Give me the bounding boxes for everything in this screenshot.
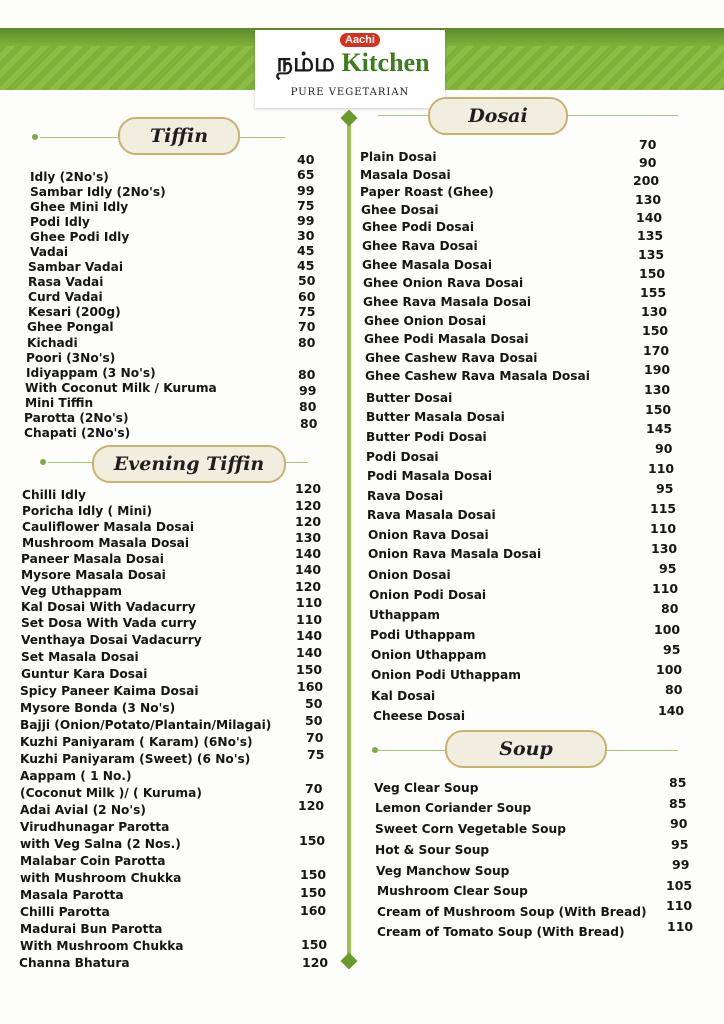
- menu-item-price: 155: [640, 285, 667, 300]
- menu-item-price: 50: [305, 696, 323, 711]
- menu-item-name: Ghee Onion Rava Dosai: [363, 276, 524, 290]
- menu-item-price: 130: [641, 304, 668, 319]
- menu-item-name: Podi Idly: [30, 215, 90, 229]
- logo-brand-badge: Aachi: [340, 33, 380, 47]
- menu-item-name: Ghee Pongal: [27, 320, 114, 334]
- menu-item-price: 160: [297, 679, 324, 694]
- menu-item-price: 130: [644, 382, 671, 397]
- menu-item-price: 95: [656, 481, 674, 496]
- menu-item-name: Mini Tiffin: [25, 396, 94, 410]
- menu-item-name: Kesari (200g): [28, 305, 121, 319]
- menu-item-price: 70: [639, 137, 657, 152]
- menu-item-name: Onion Dosai: [368, 568, 451, 582]
- menu-item-price: 70: [306, 730, 324, 745]
- menu-item-price: 190: [644, 362, 671, 377]
- menu-item-price: 65: [297, 167, 315, 182]
- menu-item-name: Cheese Dosai: [373, 709, 466, 723]
- menu-item-name: Mushroom Clear Soup: [377, 884, 528, 898]
- menu-item-price: 135: [638, 247, 665, 262]
- menu-item-price: 200: [633, 173, 660, 188]
- menu-item-price: 110: [650, 521, 677, 536]
- menu-item-price: 75: [307, 747, 325, 762]
- menu-item-price: 110: [666, 898, 693, 913]
- menu-item-name: Poori (3No's): [26, 351, 116, 365]
- menu-item-name: Ghee Rava Masala Dosai: [363, 295, 532, 309]
- menu-item-name: Onion Podi Dosai: [369, 588, 487, 602]
- section-title-evening-tiffin: Evening Tiffin: [92, 445, 286, 483]
- menu-item-price: 150: [299, 833, 326, 848]
- menu-item-price: 80: [299, 399, 317, 414]
- menu-item-price: 170: [643, 343, 670, 358]
- menu-item-name: Ghee Podi Dosai: [362, 220, 475, 234]
- menu-item-name: Venthaya Dosai Vadacurry: [21, 633, 202, 647]
- menu-item-name: Sambar Vadai: [28, 260, 124, 274]
- menu-item-price: 80: [298, 367, 316, 382]
- menu-item-price: 150: [642, 323, 669, 338]
- menu-item-name: Onion Rava Masala Dosai: [368, 547, 542, 561]
- menu-item-price: 150: [639, 266, 666, 281]
- logo-tamil-text: நம்ம: [276, 48, 335, 77]
- menu-item-price: 150: [296, 662, 323, 677]
- menu-item-name: Rava Masala Dosai: [367, 508, 496, 522]
- menu-item-name: Vadai: [30, 245, 69, 259]
- menu-item-price: 50: [305, 713, 323, 728]
- menu-item-price: 140: [636, 210, 663, 225]
- menu-item-price: 80: [298, 335, 316, 350]
- menu-item-name: Rasa Vadai: [28, 275, 104, 289]
- menu-item-price: 90: [639, 155, 657, 170]
- menu-item-name: Ghee Mini Idly: [30, 200, 129, 214]
- menu-item-name: Chilli Parotta: [20, 905, 110, 919]
- logo-wordmark: [263, 48, 443, 81]
- menu-item-price: 85: [669, 775, 687, 790]
- menu-item-name: Guntur Kara Dosai: [21, 667, 148, 681]
- menu-item-price: 80: [665, 682, 683, 697]
- menu-item-price: 95: [659, 561, 677, 576]
- tiffin-ornament-dot: [32, 134, 38, 140]
- menu-item-price: 130: [651, 541, 678, 556]
- menu-item-name: Chilli Idly: [22, 488, 86, 502]
- menu-item-price: 90: [655, 441, 673, 456]
- menu-item-name: Parotta (2No's): [24, 411, 129, 425]
- menu-item-name: With Coconut Milk / Kuruma: [25, 381, 217, 395]
- menu-item-name: Kichadi: [27, 336, 78, 350]
- logo-tagline: PURE VEGETARIAN: [290, 87, 410, 98]
- menu-item-price: 105: [666, 878, 693, 893]
- menu-item-price: 120: [295, 579, 322, 594]
- menu-item-name: Butter Masala Dosai: [366, 410, 505, 424]
- section-title-soup: Soup: [445, 730, 607, 768]
- menu-item-price: 110: [296, 612, 323, 627]
- section-title-tiffin: Tiffin: [118, 117, 240, 155]
- menu-item-name: Rava Dosai: [367, 489, 444, 503]
- menu-item-name: with Mushroom Chukka: [20, 871, 182, 885]
- menu-item-name: Set Dosa With Vada curry: [21, 616, 197, 630]
- menu-item-name: Kuzhi Paniyaram ( Karam) (6No's): [20, 735, 253, 749]
- menu-item-name: Masala Dosai: [360, 168, 451, 182]
- menu-item-name: Paper Roast (Ghee): [360, 185, 494, 199]
- menu-item-price: 110: [648, 461, 675, 476]
- menu-item-price: 110: [652, 581, 679, 596]
- menu-item-name: Lemon Coriander Soup: [375, 801, 532, 815]
- menu-item-name: Madurai Bun Parotta: [20, 922, 163, 936]
- menu-item-price: 99: [297, 213, 315, 228]
- menu-item-name: Podi Masala Dosai: [367, 469, 493, 483]
- menu-item-price: 110: [296, 595, 323, 610]
- evening-ornament-dot: [40, 459, 46, 465]
- menu-item-name: Poricha Idly ( Mini): [22, 504, 153, 518]
- menu-item-price: 140: [295, 546, 322, 561]
- menu-item-name: Ghee Cashew Rava Masala Dosai: [365, 369, 590, 383]
- divider-bottom-ornament: [341, 953, 358, 970]
- menu-item-name: Cauliflower Masala Dosai: [22, 520, 195, 534]
- menu-item-name: Kal Dosai With Vadacurry: [21, 600, 196, 614]
- menu-item-name: Sweet Corn Vegetable Soup: [375, 822, 566, 836]
- menu-item-price: 150: [300, 885, 327, 900]
- menu-item-name: Masala Parotta: [20, 888, 124, 902]
- menu-item-price: 99: [299, 383, 317, 398]
- menu-item-price: 60: [298, 289, 316, 304]
- menu-item-name: Veg Clear Soup: [374, 781, 479, 795]
- menu-item-name: Curd Vadai: [28, 290, 103, 304]
- menu-item-price: 140: [296, 645, 323, 660]
- menu-item-price: 50: [298, 273, 316, 288]
- menu-item-price: 40: [297, 152, 315, 167]
- menu-item-name: (Coconut Milk )/ ( Kuruma): [20, 786, 202, 800]
- menu-item-name: Bajji (Onion/Potato/Plantain/Milagai): [20, 718, 272, 732]
- restaurant-logo: [255, 30, 445, 108]
- menu-item-price: 150: [300, 867, 327, 882]
- menu-item-price: 75: [298, 304, 316, 319]
- menu-item-price: 140: [296, 628, 323, 643]
- menu-item-name: Plain Dosai: [360, 150, 437, 164]
- menu-item-name: Aappam ( 1 No.): [20, 769, 132, 783]
- menu-item-price: 160: [300, 903, 327, 918]
- menu-item-name: Cream of Mushroom Soup (With Bread): [377, 905, 647, 919]
- menu-item-price: 95: [671, 837, 689, 852]
- menu-item-price: 115: [650, 501, 677, 516]
- menu-item-name: Mushroom Masala Dosai: [22, 536, 190, 550]
- menu-item-price: 100: [656, 662, 683, 677]
- menu-item-name: Onion Uthappam: [371, 648, 487, 662]
- menu-item-price: 150: [301, 937, 328, 952]
- menu-item-price: 99: [297, 183, 315, 198]
- menu-item-price: 130: [635, 192, 662, 207]
- menu-item-price: 140: [295, 562, 322, 577]
- menu-item-name: Uthappam: [369, 608, 440, 622]
- menu-item-name: Onion Podi Uthappam: [371, 668, 521, 682]
- menu-item-name: Kal Dosai: [371, 689, 436, 703]
- soup-ornament-dot: [372, 747, 378, 753]
- menu-item-name: Mysore Masala Dosai: [21, 568, 166, 582]
- divider-top-ornament: [341, 110, 358, 127]
- section-title-dosai: Dosai: [428, 97, 568, 135]
- menu-item-price: 110: [667, 919, 694, 934]
- menu-item-name: Virudhunagar Parotta: [20, 820, 170, 834]
- menu-item-name: Butter Podi Dosai: [366, 430, 487, 444]
- menu-item-price: 140: [658, 703, 685, 718]
- menu-item-price: 70: [298, 319, 316, 334]
- menu-item-price: 120: [302, 955, 329, 970]
- menu-item-name: Ghee Masala Dosai: [362, 258, 493, 272]
- menu-item-name: Spicy Paneer Kaima Dosai: [20, 684, 199, 698]
- menu-item-name: Channa Bhatura: [19, 956, 130, 970]
- menu-item-price: 85: [669, 796, 687, 811]
- menu-item-name: Chapati (2No's): [24, 426, 131, 440]
- menu-item-price: 90: [670, 816, 688, 831]
- menu-item-price: 150: [645, 402, 672, 417]
- menu-item-name: Podi Dosai: [366, 450, 439, 464]
- menu-item-name: Set Masala Dosai: [21, 650, 139, 664]
- menu-item-name: Podi Uthappam: [370, 628, 476, 642]
- menu-item-name: Ghee Dosai: [361, 203, 439, 217]
- menu-item-price: 70: [305, 781, 323, 796]
- menu-item-price: 30: [297, 228, 315, 243]
- menu-item-name: Veg Manchow Soup: [376, 864, 510, 878]
- menu-item-name: Malabar Coin Parotta: [20, 854, 166, 868]
- menu-item-price: 120: [298, 798, 325, 813]
- menu-item-price: 120: [295, 514, 322, 529]
- menu-item-name: Ghee Onion Dosai: [364, 314, 487, 328]
- menu-item-name: Butter Dosai: [366, 391, 453, 405]
- menu-item-name: Cream of Tomato Soup (With Bread): [377, 925, 625, 939]
- menu-item-name: Kuzhi Paniyaram (Sweet) (6 No's): [20, 752, 251, 766]
- menu-item-name: Hot & Sour Soup: [375, 843, 490, 857]
- menu-item-name: Mysore Bonda (3 No's): [20, 701, 176, 715]
- menu-item-name: Ghee Podi Masala Dosai: [364, 332, 529, 346]
- menu-item-price: 80: [300, 416, 318, 431]
- menu-item-name: with Veg Salna (2 Nos.): [20, 837, 181, 851]
- menu-item-price: 120: [295, 498, 322, 513]
- menu-item-name: Ghee Rava Dosai: [362, 239, 478, 253]
- menu-item-price: 130: [295, 530, 322, 545]
- menu-item-name: Veg Uthappam: [21, 584, 122, 598]
- menu-item-price: 45: [297, 258, 315, 273]
- menu-item-name: Paneer Masala Dosai: [21, 552, 164, 566]
- menu-item-name: Ghee Podi Idly: [30, 230, 130, 244]
- menu-item-price: 100: [654, 622, 681, 637]
- menu-item-price: 120: [295, 481, 322, 496]
- logo-english-text: Kitchen: [341, 48, 430, 77]
- menu-item-price: 80: [661, 601, 679, 616]
- menu-item-price: 95: [663, 642, 681, 657]
- menu-item-price: 99: [672, 857, 690, 872]
- menu-item-name: Onion Rava Dosai: [368, 528, 489, 542]
- menu-item-name: Idly (2No's): [30, 170, 109, 184]
- menu-item-price: 135: [637, 228, 664, 243]
- menu-item-price: 145: [646, 421, 673, 436]
- menu-item-name: Adai Avial (2 No's): [20, 803, 146, 817]
- menu-item-price: 75: [297, 198, 315, 213]
- menu-item-name: With Mushroom Chukka: [20, 939, 184, 953]
- menu-item-price: 45: [297, 243, 315, 258]
- menu-item-name: Idiyappam (3 No's): [26, 366, 156, 380]
- menu-item-name: Sambar Idly (2No's): [30, 185, 166, 199]
- menu-item-name: Ghee Cashew Rava Dosai: [365, 351, 538, 365]
- column-divider: [347, 120, 351, 960]
